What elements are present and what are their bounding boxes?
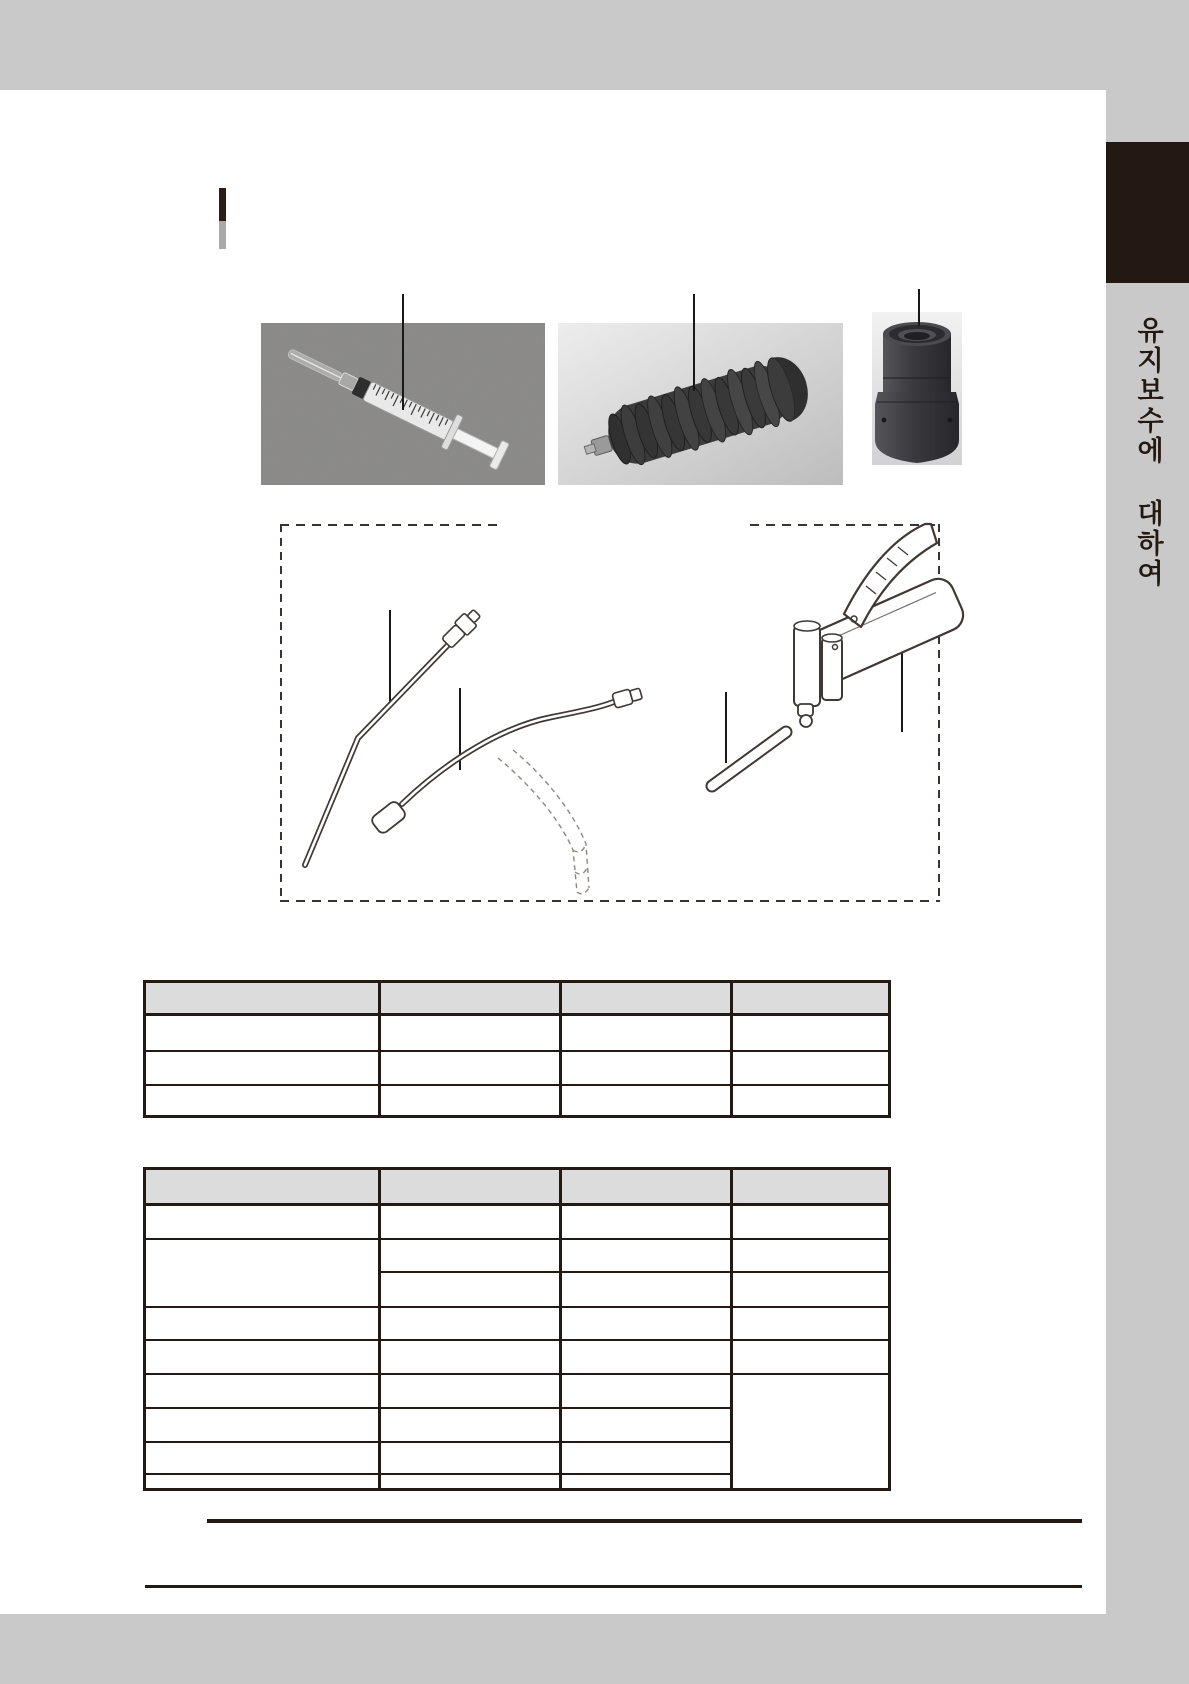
- footer-rule-thin: [145, 1585, 1082, 1588]
- table-cell: [145, 1307, 380, 1340]
- table-cell: [561, 1474, 732, 1490]
- table-cell: [380, 1442, 561, 1474]
- table-cell: [561, 1442, 732, 1474]
- table-cell: [561, 1051, 732, 1085]
- bellows-photo-art: [558, 323, 843, 485]
- table-header-cell: [145, 982, 380, 1015]
- top-gray-band: [0, 0, 1189, 90]
- table-cell: [145, 1340, 380, 1374]
- table-cell: [561, 1085, 732, 1117]
- ghost-tube: [498, 750, 589, 894]
- table-cell: [145, 1442, 380, 1474]
- table-header-cell: [380, 1169, 561, 1205]
- table-cell: [732, 1239, 890, 1272]
- table-header-cell: [561, 1169, 732, 1205]
- table-cell: [145, 1205, 380, 1239]
- bellows-photo: [558, 323, 843, 485]
- table-cell: [561, 1307, 732, 1340]
- grease-tools-illustration: [280, 520, 940, 905]
- chapter-vertical-label: 유지보수에 대하여: [1133, 316, 1163, 589]
- grease-gun: [794, 524, 968, 727]
- parts-table-1-grid: [143, 980, 891, 1118]
- section-marker-dark: [219, 188, 226, 221]
- table-cell: [380, 1340, 561, 1374]
- table-cell: [380, 1085, 561, 1117]
- flexible-hose: [370, 686, 643, 835]
- parts-table-2-grid: [143, 1167, 891, 1491]
- table-cell: [380, 1015, 561, 1051]
- cap-photo-art: [872, 312, 962, 465]
- table-cell: [732, 1307, 890, 1340]
- table-cell: [561, 1239, 732, 1272]
- table-cell: [561, 1340, 732, 1374]
- table-cell: [145, 1051, 380, 1085]
- table-cell: [561, 1015, 732, 1051]
- table-cell: [145, 1474, 380, 1490]
- callout-line-bellows: [693, 294, 695, 391]
- footer-rule-thick: [207, 1519, 1082, 1523]
- parts-table-1: [143, 980, 891, 1118]
- table-cell: [732, 1340, 890, 1374]
- table-cell: [732, 1374, 890, 1490]
- callout-line-syringe: [402, 294, 404, 410]
- extension-rod: [712, 732, 786, 786]
- cap: [875, 322, 959, 463]
- parts-table-2: [143, 1167, 891, 1491]
- table-cell: [380, 1307, 561, 1340]
- table-cell: [561, 1408, 732, 1442]
- table-cell: [380, 1474, 561, 1490]
- table-cell: [380, 1272, 561, 1307]
- callout-line-cap: [918, 289, 920, 326]
- table-cell: [145, 1408, 380, 1442]
- table-cell: [732, 1085, 890, 1117]
- table-cell: [380, 1205, 561, 1239]
- cap-photo: [872, 312, 962, 465]
- table-header-cell: [145, 1169, 380, 1205]
- table-cell: [145, 1374, 380, 1408]
- table-cell: [732, 1272, 890, 1307]
- table-cell: [380, 1408, 561, 1442]
- table-header-cell: [561, 982, 732, 1015]
- chapter-tab: [1106, 142, 1189, 283]
- table-header-cell: [380, 982, 561, 1015]
- table-cell: [145, 1085, 380, 1117]
- table-cell: [561, 1374, 732, 1408]
- section-marker-gray: [219, 221, 226, 249]
- table-cell: [732, 1205, 890, 1239]
- table-header-cell: [732, 1169, 890, 1205]
- table-cell: [380, 1239, 561, 1272]
- table-cell: [561, 1272, 732, 1307]
- table-cell: [380, 1051, 561, 1085]
- bottom-gray-band: [0, 1614, 1189, 1684]
- table-cell: [380, 1374, 561, 1408]
- table-cell: [145, 1015, 380, 1051]
- table-cell: [145, 1239, 380, 1307]
- table-header-cell: [732, 982, 890, 1015]
- table-cell: [732, 1051, 890, 1085]
- table-cell: [732, 1015, 890, 1051]
- table-cell: [561, 1205, 732, 1239]
